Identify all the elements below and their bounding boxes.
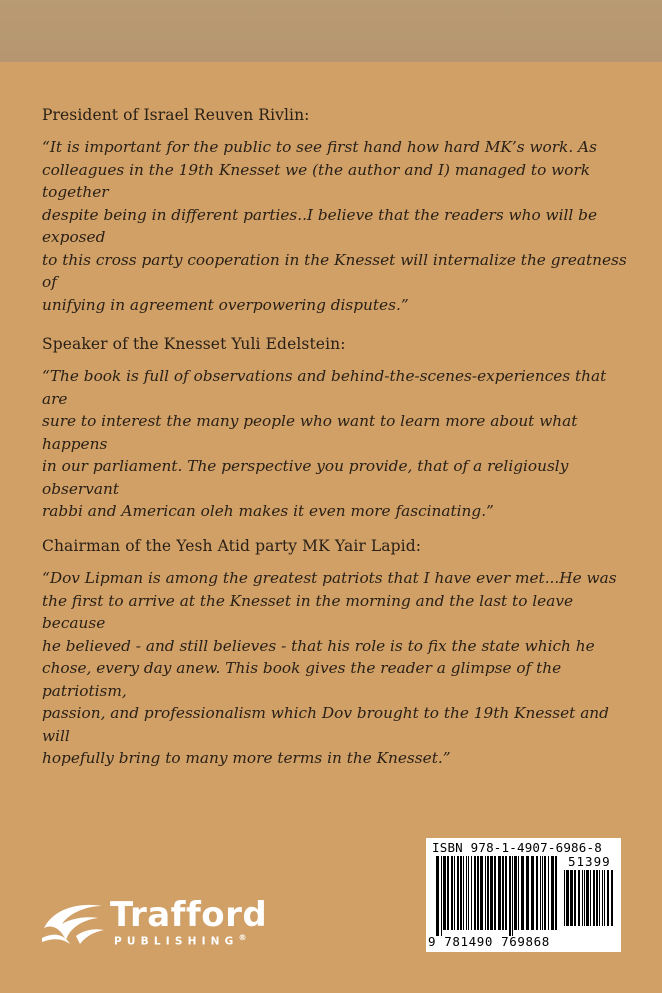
publisher-tagline: PUBLISHING® <box>114 933 247 948</box>
ean-number: 9 781490 769868 <box>428 934 550 949</box>
quote-line: “The book is full of observations and behind-the-scenes-experiences that are <box>42 367 607 408</box>
publisher-logo <box>40 896 300 952</box>
quote-line: sure to interest the many people who want to learn more about what happens <box>42 412 578 453</box>
blurb-quote <box>42 365 627 523</box>
barcode-addon-number: 51399 <box>568 854 611 869</box>
quote-line: in our parliament. The perspective you provide, that of a religiously observant <box>42 457 569 498</box>
top-band <box>0 0 662 62</box>
ean-bars <box>436 856 560 936</box>
isbn-barcode <box>426 838 621 952</box>
addon-bars <box>564 870 614 932</box>
blurb-attribution: Chairman of the Yesh Atid party MK Yair Lapid: <box>42 537 422 555</box>
quote-line: to this cross party cooperation in the Knesset will internalize the greatness of <box>42 250 627 291</box>
quote-line: hopefully bring to many more terms in the Knesset.” <box>42 749 451 767</box>
blurb-edelstein <box>42 335 627 523</box>
publisher-name: Trafford <box>110 895 268 935</box>
quote-line: passion, and professionalism which Dov brought to the 19th Knesset and will <box>42 704 609 745</box>
quote-line: “Dov Lipman is among the greatest patriots that I have ever met...He was <box>42 569 617 587</box>
quote-line: chose, every day anew. This book gives the reader a glimpse of the patriotism, <box>42 659 562 700</box>
quote-line: he believed - and still believes - that his role is to fix the state which he <box>42 636 595 655</box>
blurb-attribution: Speaker of the Knesset Yuli Edelstein: <box>42 335 346 353</box>
quote-line: the first to arrive at the Knesset in the morning and the last to leave because <box>42 591 574 632</box>
isbn-number: ISBN 978-1-4907-6986-8 <box>432 840 602 855</box>
blurb-quote <box>42 567 627 770</box>
quote-line: rabbi and American oleh makes it even more fascinating.” <box>42 502 494 520</box>
quote-line: despite being in different parties..I believe that the readers who will be exposed <box>42 205 598 246</box>
quote-line: colleagues in the 19th Knesset we (the author and I) managed to work together <box>42 160 591 201</box>
blurb-rivlin <box>42 106 627 316</box>
quote-line: unifying in agreement overpowering disputes.” <box>42 295 409 314</box>
blurb-quote <box>42 136 627 316</box>
quote-line: “It is important for the public to see first hand how hard MK’s work. As <box>42 138 597 156</box>
wave-logo-icon <box>40 898 106 950</box>
blurb-lapid <box>42 537 627 770</box>
blurb-attribution: President of Israel Reuven Rivlin: <box>42 106 310 124</box>
